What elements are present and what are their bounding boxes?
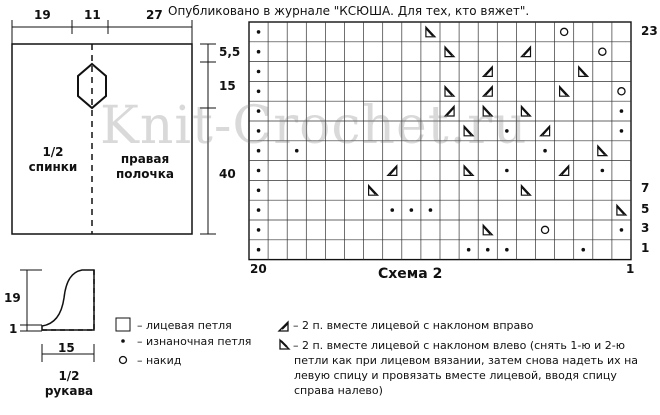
purl-stitch bbox=[295, 149, 299, 153]
purl-stitch bbox=[543, 149, 547, 153]
row-number-7: 7 bbox=[641, 181, 650, 195]
sleeve-label: 1/2 рукава bbox=[44, 369, 94, 398]
purl-stitch bbox=[257, 228, 261, 232]
sleeve-dim-height: 19 bbox=[4, 291, 21, 305]
stitch-chart bbox=[249, 22, 631, 260]
k2tog-right-icon bbox=[279, 322, 288, 331]
row-number-3: 3 bbox=[641, 221, 650, 235]
legend-yo: – накид bbox=[137, 354, 182, 367]
purl-stitch bbox=[505, 169, 509, 173]
back-label: 1/2 спинки bbox=[28, 145, 78, 174]
purl-stitch bbox=[257, 189, 261, 193]
purl-stitch bbox=[601, 169, 605, 173]
dim-right-bottom: 40 bbox=[219, 167, 236, 181]
legend-purl: – изнаночная петля bbox=[137, 335, 252, 348]
knit-stitch-icon bbox=[116, 318, 130, 331]
purl-stitch bbox=[505, 129, 509, 133]
purl-stitch bbox=[486, 248, 490, 252]
purl-stitch bbox=[257, 129, 261, 133]
sleeve-outline bbox=[42, 270, 94, 330]
purl-stitch-icon bbox=[121, 339, 125, 343]
k2tog-left-icon bbox=[280, 340, 289, 349]
yarn-over-icon bbox=[120, 357, 127, 364]
purl-stitch bbox=[257, 169, 261, 173]
watermark: Knit-Crochet.ru bbox=[100, 96, 528, 156]
purl-stitch bbox=[390, 208, 394, 212]
purl-stitch bbox=[257, 109, 261, 113]
purl-stitch bbox=[257, 248, 261, 252]
legend-k2tog-left: – 2 п. вместе лицевой с наклоном влево (снять 1-ю и 2-ю петли как при лицевом вязании, затем снова надеть их на левую спицу и провязать вместе лицевой, вводя спицу справа налево) bbox=[293, 339, 639, 397]
purl-stitch bbox=[257, 90, 261, 94]
col-number-1: 1 bbox=[626, 262, 635, 276]
legend-knit: – лицевая петля bbox=[137, 319, 232, 332]
row-number-5: 5 bbox=[641, 202, 650, 216]
dim-top-middle: 11 bbox=[84, 8, 101, 22]
purl-stitch bbox=[620, 228, 624, 232]
purl-stitch bbox=[581, 248, 585, 252]
purl-stitch bbox=[505, 248, 509, 252]
front-label: правая полочка bbox=[115, 152, 175, 181]
purl-stitch bbox=[620, 109, 624, 113]
dim-right-top: 5,5 bbox=[219, 45, 241, 59]
purl-stitch bbox=[257, 50, 261, 54]
purl-stitch bbox=[410, 208, 414, 212]
sleeve-dim-cuff: 1 bbox=[9, 322, 18, 336]
row-number-1: 1 bbox=[641, 241, 650, 255]
publication-note: Опубликовано в журнале "КСЮША. Для тех, кто вяжет". bbox=[168, 4, 530, 18]
purl-stitch bbox=[429, 208, 433, 212]
chart-title: Схема 2 bbox=[378, 266, 443, 282]
purl-stitch bbox=[467, 248, 471, 252]
row-number-23: 23 bbox=[641, 24, 658, 38]
purl-stitch bbox=[257, 30, 261, 34]
dim-right-middle: 15 bbox=[219, 79, 236, 93]
purl-stitch bbox=[257, 149, 261, 153]
purl-stitch bbox=[620, 129, 624, 133]
sleeve-dim-width: 15 bbox=[58, 341, 75, 355]
purl-stitch bbox=[257, 208, 261, 212]
purl-stitch bbox=[257, 70, 261, 74]
dim-top-left: 19 bbox=[34, 8, 51, 22]
col-number-20: 20 bbox=[250, 262, 267, 276]
dim-top-right: 27 bbox=[146, 8, 163, 22]
legend-k2tog-right: – 2 п. вместе лицевой с наклоном вправо bbox=[293, 319, 534, 332]
